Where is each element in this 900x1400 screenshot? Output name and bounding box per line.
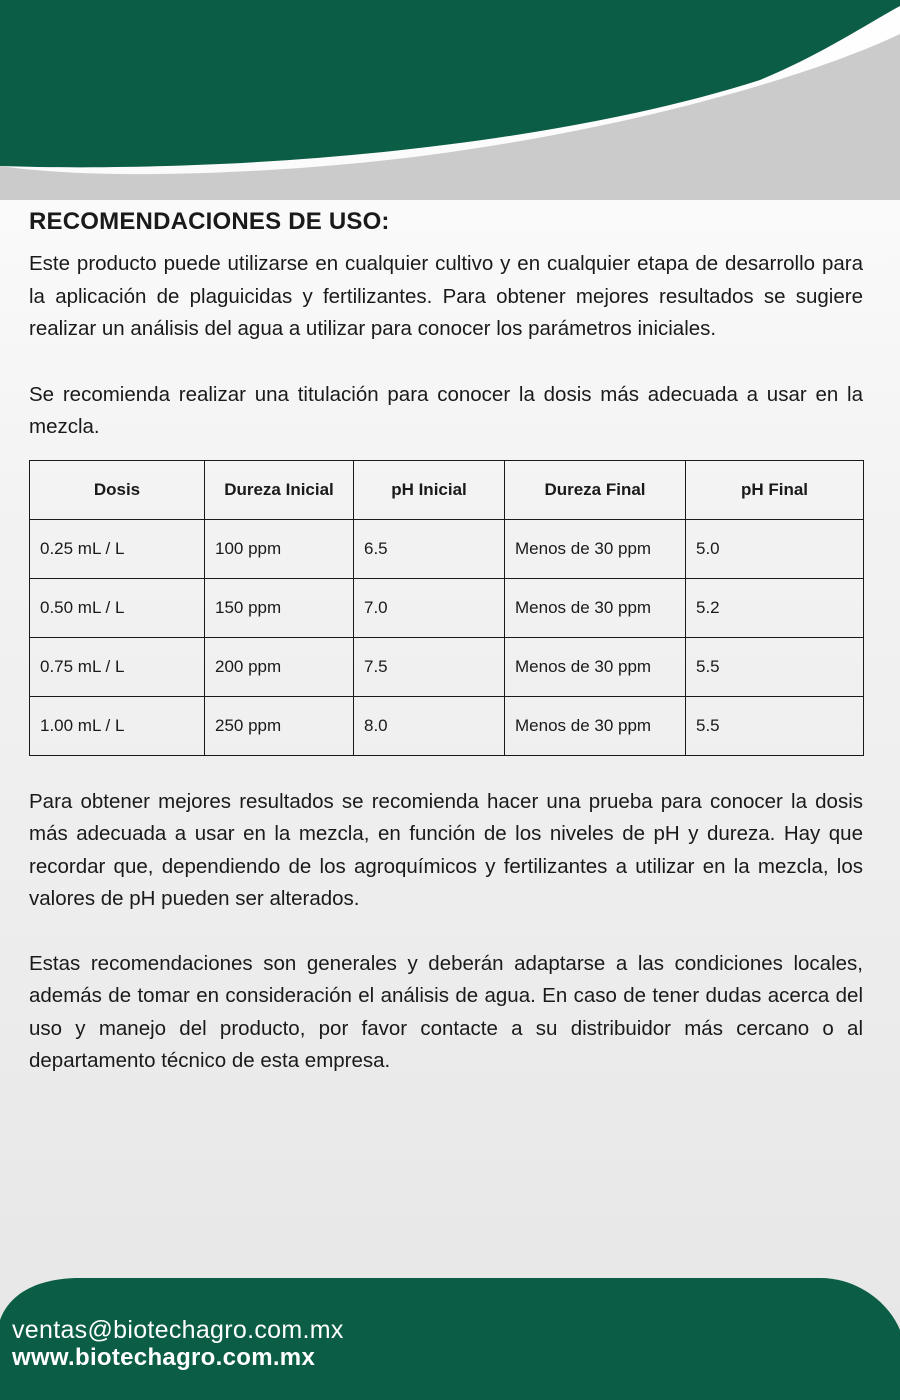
cell-dureza-inicial: 200 ppm xyxy=(205,637,354,696)
header-ph-inicial: pH Inicial xyxy=(354,460,505,519)
section-heading: RECOMENDACIONES DE USO: xyxy=(29,208,390,235)
dosage-table xyxy=(29,460,864,756)
table-row xyxy=(30,519,864,578)
table-header-row xyxy=(30,460,864,519)
cell-ph-final: 5.5 xyxy=(686,637,864,696)
cell-ph-final: 5.5 xyxy=(686,696,864,755)
cell-dureza-final: Menos de 30 ppm xyxy=(505,519,686,578)
results-paragraph: Para obtener mejores resultados se recomienda hacer una prueba para conocer la dosis más adecuada a usar en la mezcla, en función de los niveles de pH y dureza. Hay que recordar que, dependiendo de los agroquímicos y fertilizantes a utilizar en la mezcla, los valores de pH pueden ser alterados. xyxy=(29,789,863,910)
cell-ph-inicial: 8.0 xyxy=(354,696,505,755)
website-link[interactable]: www.biotechagro.com.mx xyxy=(12,1344,316,1371)
header-wave-decoration xyxy=(0,0,900,200)
cell-ph-final: 5.0 xyxy=(686,519,864,578)
cell-ph-inicial: 7.0 xyxy=(354,578,505,637)
header-dureza-inicial: Dureza Inicial xyxy=(205,460,354,519)
cell-dureza-inicial: 100 ppm xyxy=(205,519,354,578)
cell-ph-inicial: 7.5 xyxy=(354,637,505,696)
cell-dureza-inicial: 150 ppm xyxy=(205,578,354,637)
document-content xyxy=(29,208,863,1078)
cell-ph-final: 5.2 xyxy=(686,578,864,637)
cell-dureza-final: Menos de 30 ppm xyxy=(505,637,686,696)
cell-dureza-final: Menos de 30 ppm xyxy=(505,578,686,637)
table-row xyxy=(30,696,864,755)
titration-paragraph: Se recomienda realizar una titulación para conocer la dosis más adecuada a usar en la mezcla. xyxy=(29,382,863,438)
contact-email-link[interactable]: ventas@biotechagro.com.mx xyxy=(12,1316,344,1344)
header-ph-final: pH Final xyxy=(686,460,864,519)
cell-dosis: 0.50 mL / L xyxy=(30,578,205,637)
general-paragraph: Estas recomendaciones son generales y deberán adaptarse a las condiciones locales, además de tomar en consideración el análisis de agua. En caso de tener dudas acerca del uso y manejo del producto, por favor contacte a su distribuidor más cercano o al departamento técnico de esta empresa. xyxy=(29,951,863,1072)
cell-dosis: 0.75 mL / L xyxy=(30,637,205,696)
cell-dosis: 1.00 mL / L xyxy=(30,696,205,755)
table-row xyxy=(30,578,864,637)
cell-dosis: 0.25 mL / L xyxy=(30,519,205,578)
cell-dureza-inicial: 250 ppm xyxy=(205,696,354,755)
header-dureza-final: Dureza Final xyxy=(505,460,686,519)
cell-dureza-final: Menos de 30 ppm xyxy=(505,696,686,755)
contact-block xyxy=(12,1316,344,1372)
header-dosis: Dosis xyxy=(30,460,205,519)
table-row xyxy=(30,637,864,696)
cell-ph-inicial: 6.5 xyxy=(354,519,505,578)
intro-paragraph: Este producto puede utilizarse en cualquier cultivo y en cualquier etapa de desarrollo para la aplicación de plaguicidas y fertilizantes. Para obtener mejores resultados se sugiere realizar un análisis del agua a utilizar para conocer los parámetros iniciales. xyxy=(29,252,863,340)
